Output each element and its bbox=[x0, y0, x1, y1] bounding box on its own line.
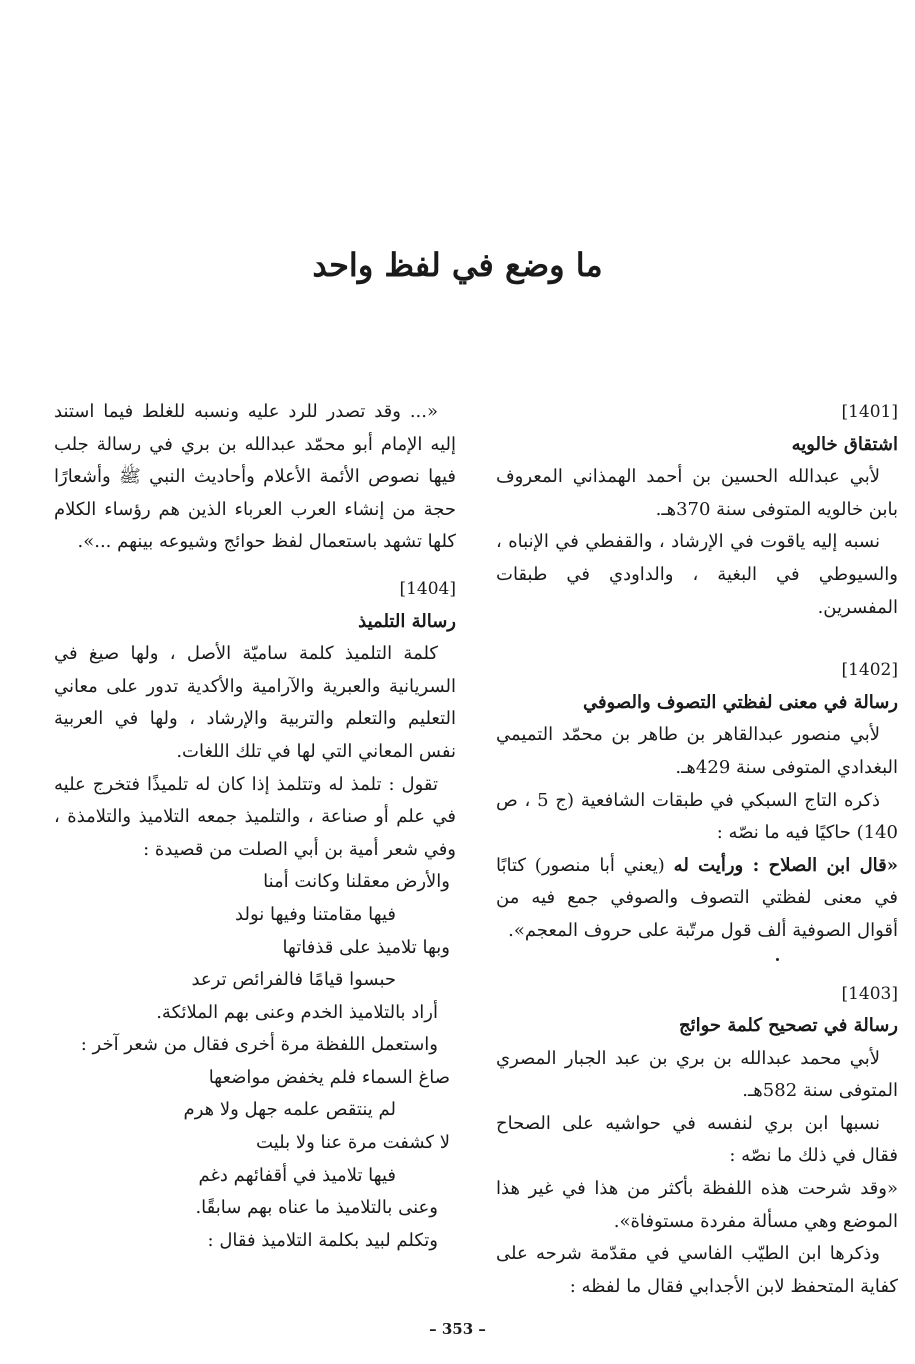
entry-1404-meaning: أراد بالتلاميذ الخدم وعنى بهم الملائكة. bbox=[156, 1001, 438, 1023]
entry-number-1404: [1404] bbox=[399, 578, 456, 599]
entry-1403-mention: وذكرها ابن الطيّب الفاسي في مقدّمة شرحه على كفاية المتحفظ لابن الأجدابي فقال ما لفظه : bbox=[496, 1243, 898, 1297]
entry-1403-quote: «وقد شرحت هذه اللفظة بأكثر من هذا في غير هذا الموضع وهي مسألة مفردة مستوفاة». bbox=[496, 1178, 898, 1232]
entry-1403-note: نسبها ابن بري لنفسه في حواشيه على الصحاح فقال في ذلك ما نصّه : bbox=[496, 1112, 898, 1167]
stray-mark bbox=[776, 958, 779, 961]
quote-rest: (يعني أبا منصور) كتابًا في معنى لفظتي التصوف والصوفي جمع فيه من أقوال الصوفية ألف قول مرتّبة على حروف المعجم». bbox=[496, 854, 898, 941]
entry-1404-usage: تقول : تلمذ له وتتلمذ إذا كان له تلميذًا فتخرج عليه في علم أو صناعة ، والتلميذ جمعه التلاميذ والتلامذة ، وفي شعر أمية بن أبي الصلت من قصيدة : bbox=[54, 773, 456, 860]
quote-lead: «قال ابن الصلاح : ورأيت له bbox=[673, 854, 898, 876]
entry-1404-meaning-2: وعنى بالتلاميذ ما عناه بهم سابقًا. bbox=[195, 1197, 438, 1219]
entry-title-1404: رسالة التلميذ bbox=[358, 610, 456, 632]
continuation-quote: «... وقد تصدر للرد عليه ونسبه للغلط فيما استند إليه الإمام أبو محمّد عبدالله بن بري في رسالة جلب فيها نصوص الأئمة الأعلام وأحاديث النبي ﷺ وأشعارًا حجة من إنشاء العرب العرباء الذين هم رؤساء الكلام كلها تشهد باستعمال لفظ حوائج وشيوعه بينهم ...». bbox=[54, 401, 456, 553]
entry-1402-author: لأبي منصور عبدالقاهر بن طاهر بن محمّد التميمي البغدادي المتوفى سنة 429هـ. bbox=[496, 724, 898, 778]
verse-line: حبسوا قيامًا فالفرائص ترعد bbox=[191, 969, 396, 991]
verse-line: وبها تلاميذ على قذفاتها bbox=[282, 936, 450, 958]
entry-1402-source: ذكره التاج السبكي في طبقات الشافعية (ج 5 ، ص 140) حاكيًا فيه ما نصّه : bbox=[496, 789, 898, 844]
entry-number-1402: [1402] bbox=[841, 660, 898, 681]
page-title: ما وضع في لفظ واحد bbox=[312, 246, 603, 284]
left-column bbox=[54, 396, 456, 1257]
entry-number-1403: [1403] bbox=[841, 983, 898, 1004]
entry-title-1401: اشتقاق خالويه bbox=[791, 433, 898, 455]
verse-line: صاغ السماء فلم يخفض مواضعها bbox=[208, 1066, 450, 1088]
entry-1401-sources: نسبه إليه ياقوت في الإرشاد ، والقفطي في الإنباه ، والسيوطي في البغية ، والداودي في طبقات المفسرين. bbox=[496, 531, 898, 618]
verse-line: لم ينتقص علمه جهل ولا هرم bbox=[183, 1099, 396, 1121]
verse-line: فيها تلاميذ في أقفائهم دغم bbox=[198, 1164, 396, 1186]
entry-1404-another: واستعمل اللفظة مرة أخرى فقال من شعر آخر : bbox=[80, 1034, 438, 1056]
page-number: – 353 – bbox=[429, 1320, 486, 1338]
verse-line: فيها مقامتنا وفيها نولد bbox=[235, 903, 396, 925]
entry-1402-quote bbox=[496, 850, 898, 948]
entry-number-1401: [1401] bbox=[841, 402, 898, 422]
right-column bbox=[496, 396, 898, 1303]
entry-1401-author: لأبي عبدالله الحسين بن أحمد الهمذاني المعروف بابن خالويه المتوفى سنة 370هـ. bbox=[496, 466, 898, 520]
entry-1404-intro: كلمة التلميذ كلمة ساميّة الأصل ، ولها صيغ في السريانية والعبرية والآرامية والأكدية تدور على معاني التعليم والتعلم والتربية والإرشاد ، ولها في العربية نفس المعاني التي لها في تلك اللغات. bbox=[54, 643, 456, 762]
verse-line: والأرض معقلنا وكانت أمنا bbox=[263, 871, 450, 893]
entry-1403-author: لأبي محمد عبدالله بن بري بن عبد الجبار المصري المتوفى سنة 582هـ. bbox=[496, 1047, 898, 1102]
entry-1404-labid: وتكلم لبيد بكلمة التلاميذ فقال : bbox=[207, 1229, 438, 1251]
verse-line: لا كشفت مرة عنا ولا بليت bbox=[256, 1132, 450, 1154]
entry-title-1402: رسالة في معنى لفظتي التصوف والصوفي bbox=[582, 691, 898, 713]
entry-title-1403: رسالة في تصحيح كلمة حوائج bbox=[679, 1015, 898, 1037]
